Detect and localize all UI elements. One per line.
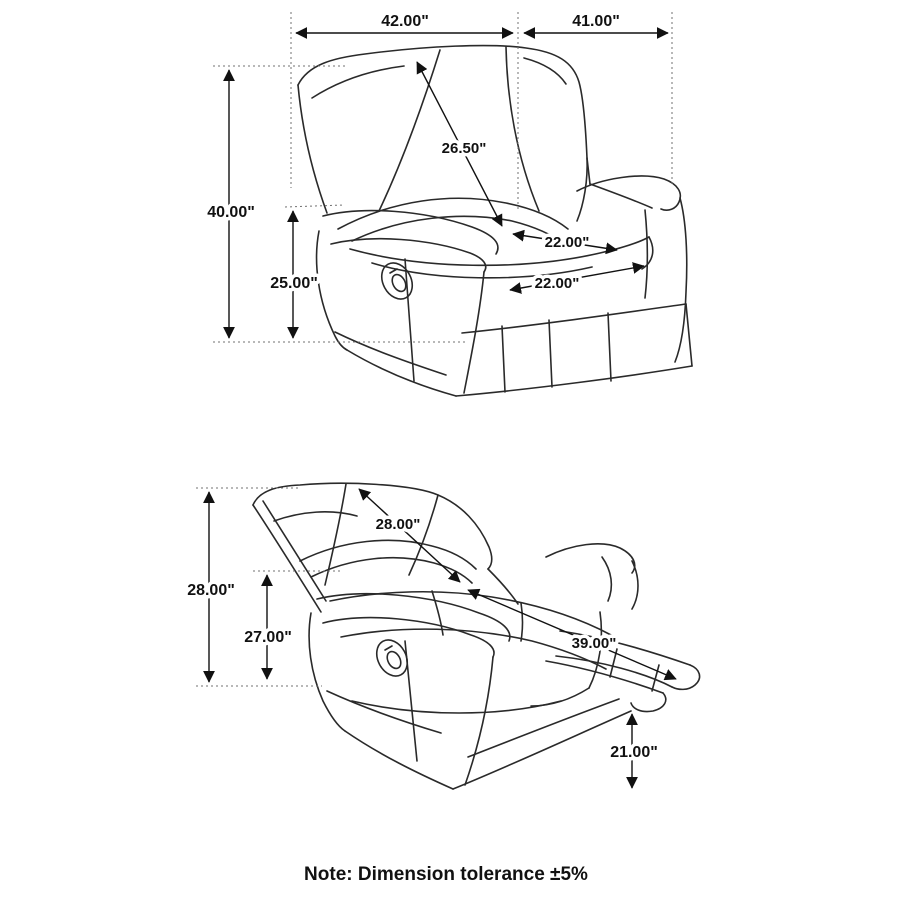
right-arm-outer xyxy=(632,561,638,609)
overall-depth-label: 41.00" xyxy=(572,13,620,30)
arm-front-right-edge xyxy=(465,657,493,785)
right-arm-top xyxy=(577,176,680,210)
back-left-outer-edge xyxy=(253,505,321,612)
left-arm-band-inner xyxy=(323,618,494,657)
seat-depth-label: 22.00" xyxy=(534,275,580,292)
right-arm-inner xyxy=(602,557,611,601)
seat-seam-2 xyxy=(521,603,523,641)
recliner-handle-notch xyxy=(390,269,397,273)
back-width-label: 26.50" xyxy=(441,140,487,157)
base-seam-2 xyxy=(549,320,552,387)
recliner-handle-icon xyxy=(376,258,419,305)
base-rail-2 xyxy=(468,699,619,757)
left-arm-band-inner xyxy=(331,239,486,272)
back-height-label: 28.00" xyxy=(187,582,235,599)
base-seam-1 xyxy=(502,326,505,392)
base-top-edge xyxy=(462,304,686,333)
base-rail-1 xyxy=(453,711,631,789)
back-left-inner-edge xyxy=(263,501,326,601)
upright-recliner-drawing xyxy=(298,46,692,396)
left-side-edge xyxy=(309,613,345,731)
back-seam-left xyxy=(379,50,440,211)
extension-line xyxy=(285,205,344,207)
footrest-lower-band-tip xyxy=(631,693,666,712)
back-left-edge xyxy=(298,85,327,213)
arm-height-label: 25.00" xyxy=(270,275,318,292)
dimension-line-backrest-length xyxy=(359,489,460,582)
seat-front-edge xyxy=(350,237,649,265)
left-bottom-edge xyxy=(345,731,453,789)
recliner-handle-notch xyxy=(385,646,392,650)
tolerance-note: Note: Dimension tolerance ±5% xyxy=(304,864,588,885)
seat-width-label: 22.00" xyxy=(544,234,590,251)
back-outline xyxy=(253,483,492,569)
seat-top-edge xyxy=(330,592,611,635)
right-arm-outer xyxy=(675,198,687,362)
back-seam-right xyxy=(506,47,539,211)
headrest-curve-left xyxy=(312,66,404,98)
lumbar-curve-2 xyxy=(352,216,566,245)
left-side-edge xyxy=(317,231,347,350)
footrest-height-label: 21.00" xyxy=(610,744,658,761)
recliner-handle-icon xyxy=(371,635,414,682)
headrest-seam xyxy=(274,512,357,521)
backrest-length-label: 28.00" xyxy=(375,516,421,533)
seat-back-junction xyxy=(590,184,652,208)
lumbar-curve-1 xyxy=(338,198,568,229)
reclined-length-label: 39.00" xyxy=(571,635,617,652)
overall-width-label: 42.00" xyxy=(381,13,429,30)
headrest-curve-right xyxy=(524,58,566,84)
recliner-handle-inner-icon xyxy=(384,649,403,671)
reclined-dimension-annotations xyxy=(187,488,676,788)
right-base-rail xyxy=(531,688,589,706)
base-seam-3 xyxy=(608,313,611,381)
right-arm-top xyxy=(546,544,635,573)
arm-panel-height-label: 27.00" xyxy=(244,629,292,646)
right-arm-front xyxy=(645,210,647,298)
overall-height-label: 40.00" xyxy=(207,204,255,221)
base-bottom-edge xyxy=(456,366,692,396)
lumbar-curve-1 xyxy=(300,540,476,569)
upright-dimension-annotations xyxy=(207,12,672,342)
left-arm-band-outer xyxy=(317,594,510,641)
under-seat-rail xyxy=(352,701,561,713)
base-right-edge xyxy=(686,304,692,366)
footrest-tip-face xyxy=(672,665,700,689)
